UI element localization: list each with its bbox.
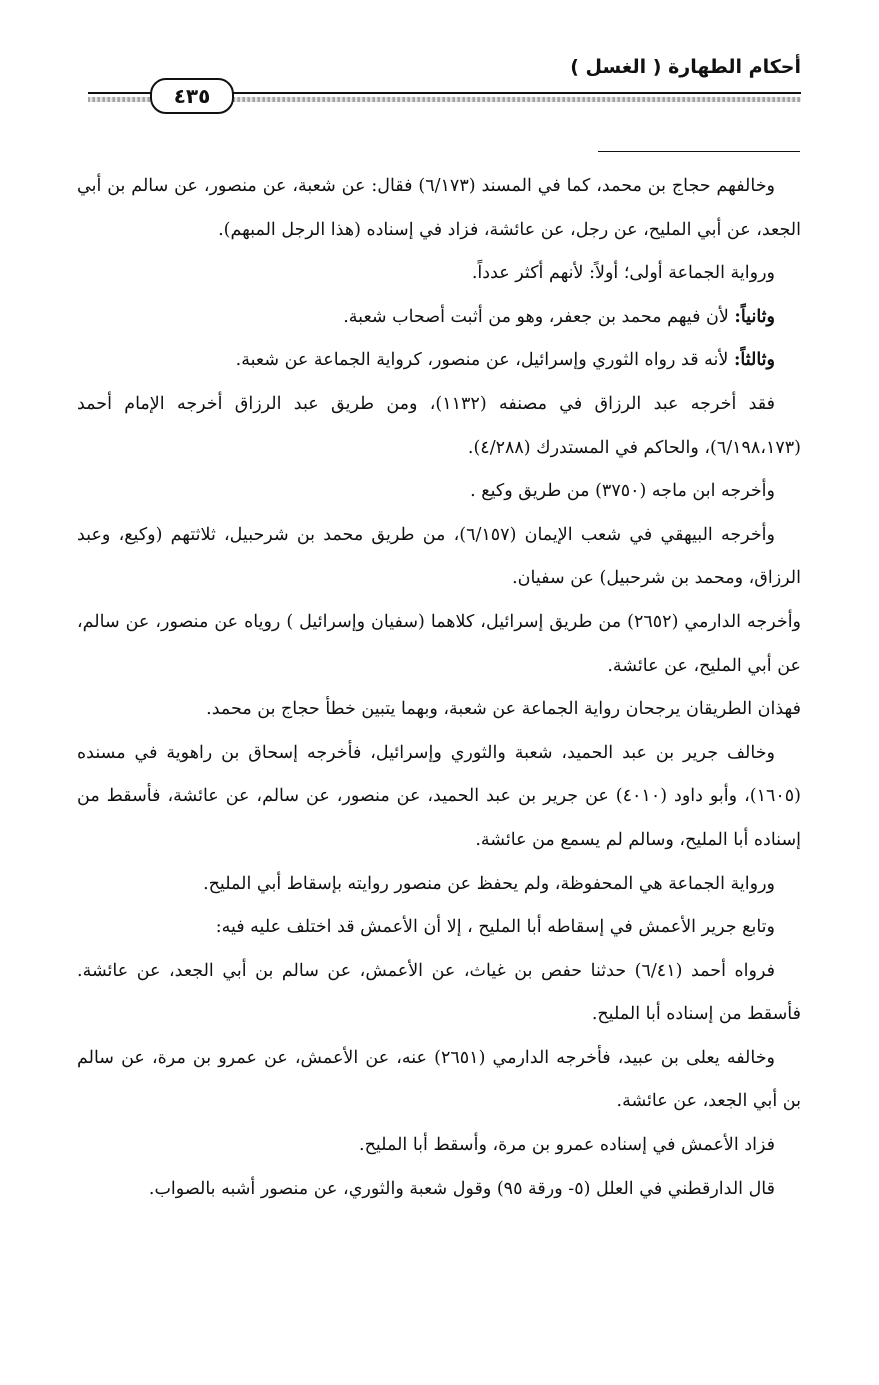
paragraph: فرواه أحمد (٦/٤١) حدثنا حفص بن غياث، عن الأعمش، عن سالم بن أبي الجعد، عن عائشة. فأسقط من إسناده أبا المليح.	[77, 960, 801, 1025]
paragraph: وثالثاً: لأنه قد رواه الثوري وإسرائيل، عن منصور، كرواية الجماعة عن شعبة.	[235, 350, 775, 371]
paragraph: ورواية الجماعة أولى؛ أولاً: لأنهم أكثر عدداً.	[471, 263, 775, 284]
paragraph: وأخرجه الدارمي (٢٦٥٢) من طريق إسرائيل، كلاهما (سفيان وإسرائيل ) روياه عن منصور، عن سالم، عن أبي المليح، عن عائشة.	[77, 611, 802, 676]
paragraph: فقد أخرجه عبد الرزاق في مصنفه (١١٣٢)، ومن طريق عبد الرزاق أخرجه الإمام أحمد (٦/١٩٨،١٧٣)، والحاكم في المستدرك (٤/٢٨٨).	[77, 393, 801, 458]
paragraph: قال الدارقطني في العلل (٥- ورقة ٩٥) وقول شعبة والثوري، عن منصور أشبه بالصواب.	[148, 1178, 775, 1199]
page-number: ٤٣٥	[150, 78, 234, 114]
paragraph: وتابع جرير الأعمش في إسقاطه أبا المليح ، إلا أن الأعمش قد اختلف عليه فيه:	[215, 917, 775, 938]
footnote-separator	[598, 151, 800, 152]
paragraph: فزاد الأعمش في إسناده عمرو بن مرة، وأسقط أبا المليح.	[359, 1135, 775, 1156]
footnote-body	[77, 165, 801, 1211]
paragraph: وخالفهم حجاج بن محمد، كما في المسند (٦/١٧٣) فقال: عن شعبة، عن منصور، عن سالم بن أبي الجعد، عن أبي المليح، عن رجل، عن عائشة، فزاد في إسناده (هذا الرجل المبهم).	[77, 176, 801, 240]
paragraph: ورواية الجماعة هي المحفوظة، ولم يحفظ عن منصور روايته بإسقاط أبي المليح.	[203, 873, 775, 894]
paragraph: وأخرجه ابن ماجه (٣٧٥٠) من طريق وكيع .	[470, 481, 775, 502]
running-header-title: أحكام الطهارة ( الغسل )	[570, 56, 801, 78]
paragraph: وخالفه يعلى بن عبيد، فأخرجه الدارمي (٢٦٥١) عنه، عن الأعمش، عن عمرو بن مرة، عن سالم بن أبي الجعد، عن عائشة.	[77, 1047, 801, 1112]
paragraph: وخالف جرير بن عبد الحميد، شعبة والثوري وإسرائيل، فأخرجه إسحاق بن راهوية في مسنده (١٦٠٥)، وأبو داود (٤٠١٠) عن جرير بن عبد الحميد، عن منصور، عن سالم، عن عائشة، فأسقط من إسناده أبا المليح، وسالم لم يسمع من عائشة.	[77, 742, 801, 850]
paragraph: وأخرجه البيهقي في شعب الإيمان (٦/١٥٧)، من طريق محمد بن شرحبيل، ثلاثتهم (وكيع، وعبد الرزاق، ومحمد بن شرحبيل) عن سفيان.	[77, 524, 801, 589]
paragraph: فهذان الطريقان يرجحان رواية الجماعة عن شعبة، وبهما يتبين خطأ حجاج بن محمد.	[206, 699, 801, 720]
paragraph: وثانياً: لأن فيهم محمد بن جعفر، وهو من أثبت أصحاب شعبة.	[343, 306, 775, 327]
